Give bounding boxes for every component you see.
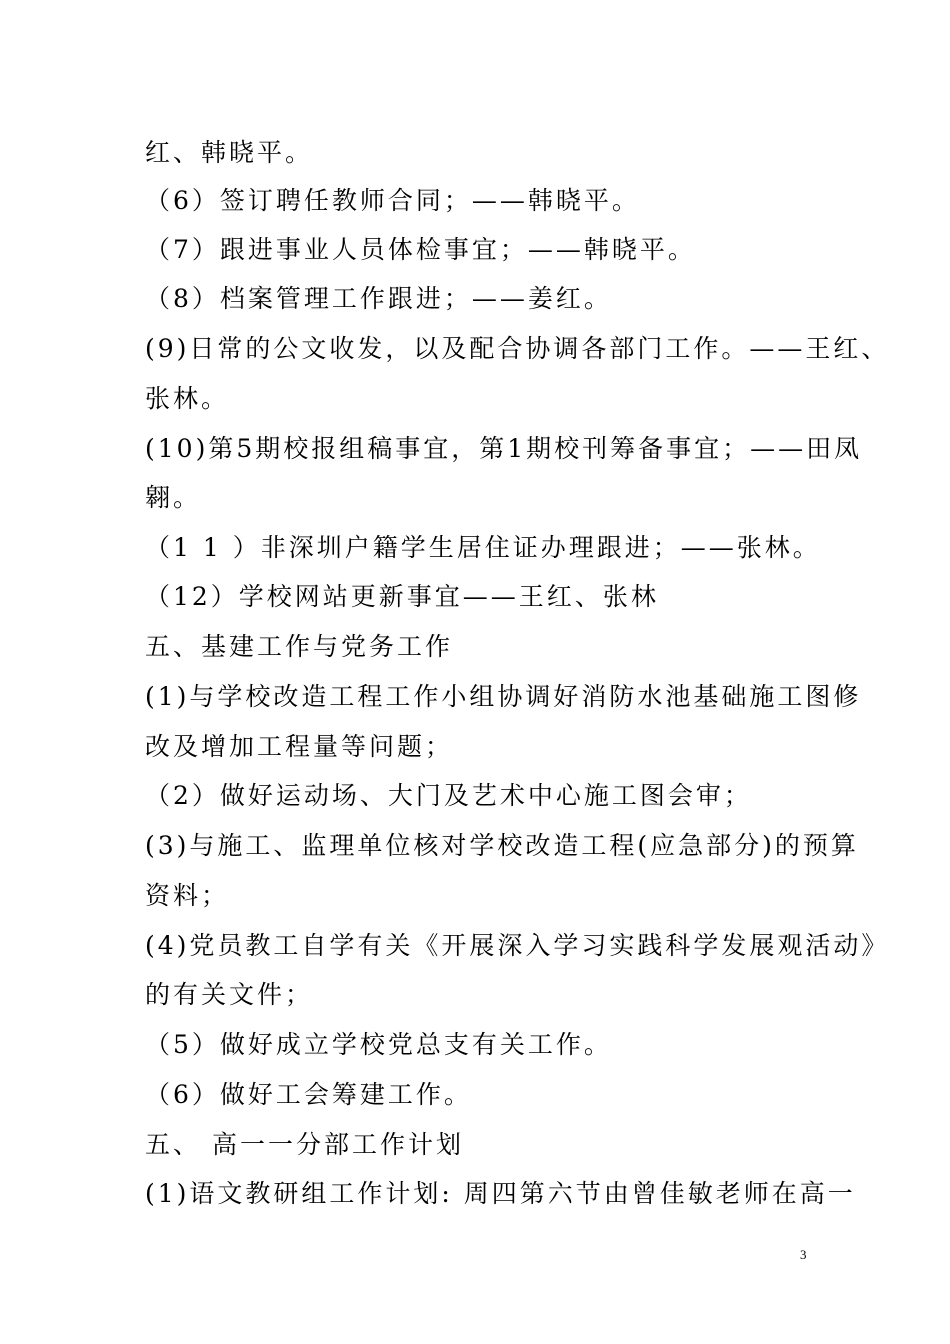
text-line: (3)与施工、监理单位核对学校改造工程(应急部分)的预算 bbox=[145, 831, 859, 860]
text-line: （7）跟进事业人员体检事宜；——韩晓平。 bbox=[145, 235, 696, 264]
text-line: （12）学校网站更新事宜——王红、张林 bbox=[145, 582, 659, 611]
text-line: 资料； bbox=[145, 881, 230, 910]
text-line: (9)日常的公文收发，以及配合协调各部门工作。——王红、 bbox=[145, 334, 890, 363]
text-line: (1)与学校改造工程工作小组协调好消防水池基础施工图修 bbox=[145, 682, 862, 711]
text-line: （5）做好成立学校党总支有关工作。 bbox=[145, 1030, 612, 1059]
text-line: 张林。 bbox=[145, 384, 230, 413]
text-line: （6）做好工会筹建工作。 bbox=[145, 1080, 472, 1109]
text-line: (10)第5期校报组稿事宜，第1期校刊筹备事宜；——田凤 bbox=[145, 434, 863, 463]
text-line: （2）做好运动场、大门及艺术中心施工图会审； bbox=[145, 781, 752, 810]
section-heading: 五、基建工作与党务工作 bbox=[145, 632, 454, 661]
section-heading: 五、 高一一分部工作计划 bbox=[145, 1130, 464, 1159]
text-line: 红、韩晓平。 bbox=[145, 138, 314, 167]
text-line: 翱。 bbox=[145, 483, 202, 512]
text-line: （8）档案管理工作跟进；——姜红。 bbox=[145, 284, 612, 313]
text-line: (4)党员教工自学有关《开展深入学习实践科学发展观活动》 bbox=[145, 931, 890, 960]
text-line: (1)语文教研组工作计划: 周四第六节由曾佳敏老师在高一 bbox=[145, 1179, 856, 1208]
text-line: （1 1 ）非深圳户籍学生居住证办理跟进；——张林。 bbox=[145, 533, 821, 562]
page-number: 3 bbox=[800, 1247, 807, 1262]
text-line: 改及增加工程量等问题； bbox=[145, 732, 454, 761]
text-line: （6）签订聘任教师合同；——韩晓平。 bbox=[145, 186, 640, 215]
text-line: 的有关文件； bbox=[145, 980, 314, 1009]
